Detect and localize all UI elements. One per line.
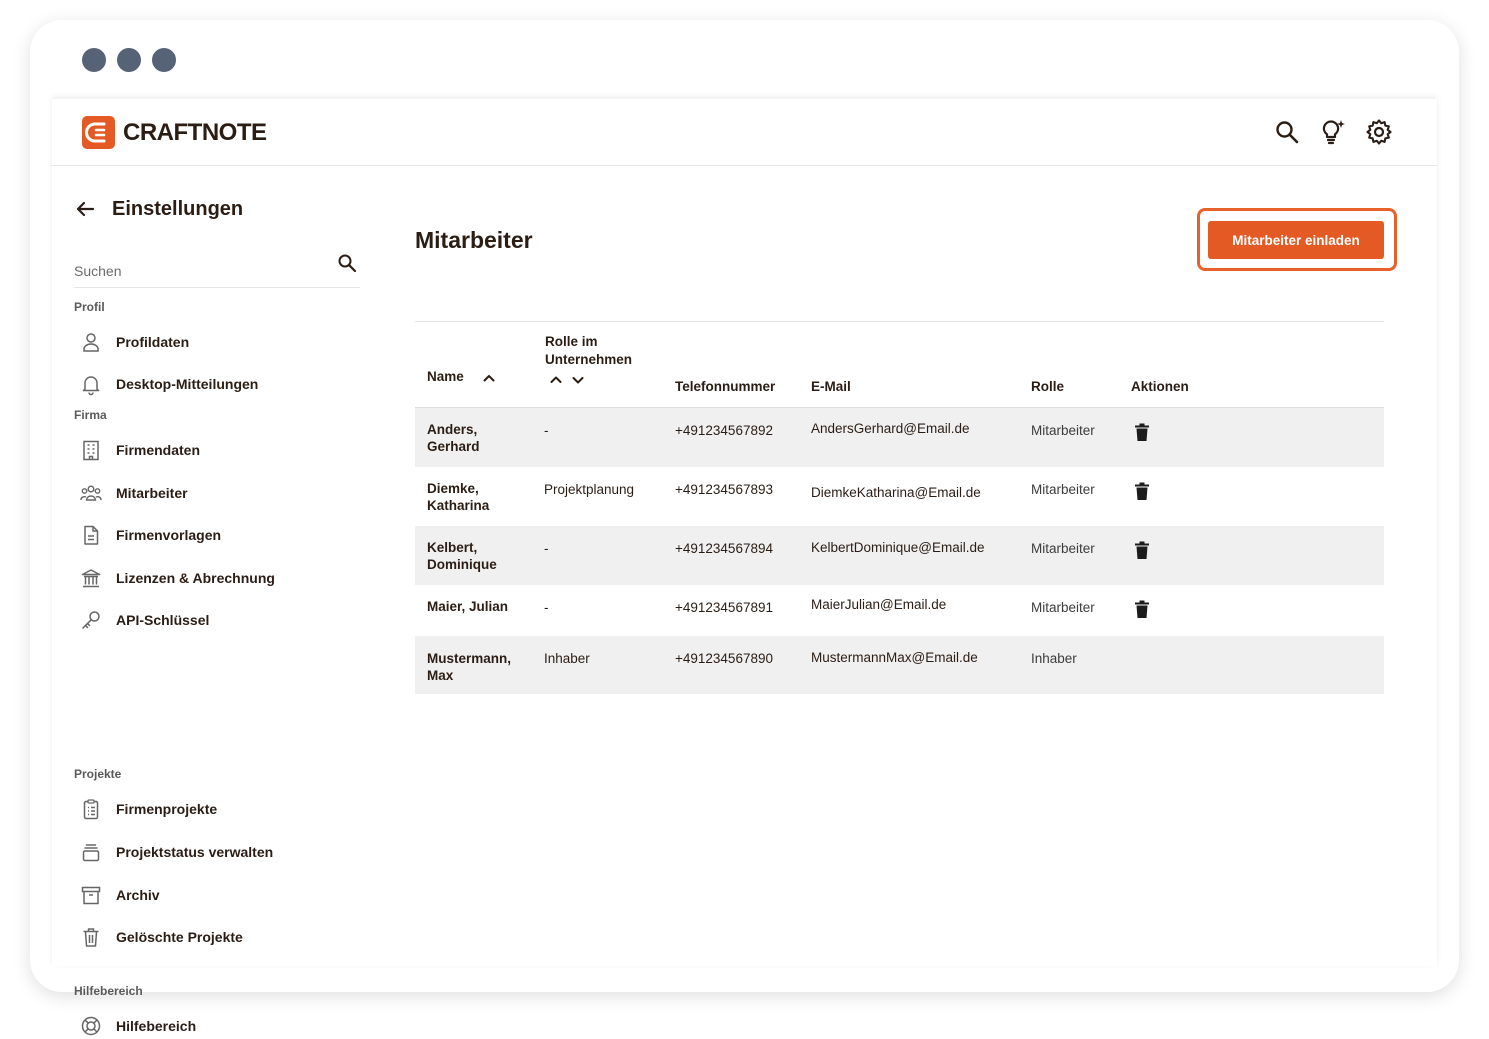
sort-down-icon[interactable] bbox=[571, 373, 585, 387]
table-header bbox=[415, 322, 1384, 408]
app-frame bbox=[52, 99, 1437, 1034]
column-header-email[interactable]: E-Mail bbox=[811, 379, 851, 394]
sidebar-item-label: Archiv bbox=[116, 887, 160, 903]
role: Mitarbeiter bbox=[1031, 423, 1095, 438]
employee-lastname: Diemke, bbox=[427, 481, 479, 496]
window-dot-icon[interactable] bbox=[152, 48, 176, 72]
invite-employee-button[interactable]: Mitarbeiter einladen bbox=[1208, 221, 1384, 259]
sidebar-item-firmendaten[interactable] bbox=[80, 437, 200, 463]
employee-firstname: Gerhard bbox=[427, 439, 480, 454]
phone-number: +491234567892 bbox=[675, 423, 773, 438]
clipboard-icon bbox=[80, 798, 102, 820]
sidebar-item-label: Mitarbeiter bbox=[116, 485, 188, 501]
archive-box-icon bbox=[80, 884, 102, 906]
sort-ascending-icon[interactable] bbox=[482, 371, 496, 385]
logo[interactable] bbox=[82, 116, 266, 149]
sidebar-item-label: Firmenprojekte bbox=[116, 801, 218, 817]
column-header-name[interactable]: Name bbox=[427, 369, 464, 384]
sidebar-item-label: Firmendaten bbox=[116, 442, 201, 458]
table-row[interactable] bbox=[415, 467, 1384, 526]
employee-name bbox=[427, 598, 547, 615]
employee-firstname: Dominique bbox=[427, 557, 497, 572]
table-row[interactable] bbox=[415, 636, 1384, 694]
craftnote-logo-icon bbox=[82, 116, 115, 149]
company-role: - bbox=[544, 423, 549, 438]
sidebar-item-firmenprojekte[interactable] bbox=[80, 796, 217, 822]
delete-trash-icon[interactable] bbox=[1133, 599, 1151, 619]
sidebar-item-label: Lizenzen & Abrechnung bbox=[116, 570, 275, 586]
bank-icon bbox=[80, 567, 102, 589]
stack-icon bbox=[80, 841, 102, 863]
employee-name bbox=[427, 539, 527, 573]
employee-lastname: Anders, bbox=[427, 422, 478, 437]
gear-icon[interactable] bbox=[1365, 118, 1393, 146]
column-header-aktionen: Aktionen bbox=[1131, 379, 1189, 394]
phone-number: +491234567893 bbox=[675, 482, 773, 497]
sidebar-item-label: API-Schlüssel bbox=[116, 612, 210, 628]
window-dot-icon[interactable] bbox=[117, 48, 141, 72]
sidebar-item-label: Firmenvorlagen bbox=[116, 527, 222, 543]
employee-name bbox=[427, 650, 547, 684]
phone-number: +491234567890 bbox=[675, 651, 773, 666]
sidebar-item-desktop-mitteilungen[interactable] bbox=[80, 371, 258, 397]
employee-lastname: Maier, Julian bbox=[427, 599, 509, 614]
column-header-telefon[interactable]: Telefonnummer bbox=[675, 379, 776, 394]
lightbulb-sparkle-icon[interactable] bbox=[1319, 118, 1347, 146]
sort-up-icon[interactable] bbox=[549, 373, 563, 387]
email-address: MustermannMax@Email.de bbox=[811, 650, 978, 665]
email-address: KelbertDominique@Email.de bbox=[811, 540, 985, 555]
sidebar-item-mitarbeiter[interactable] bbox=[80, 480, 188, 506]
sidebar-search bbox=[74, 258, 360, 288]
lifebuoy-icon bbox=[80, 1015, 102, 1037]
team-icon bbox=[80, 482, 102, 504]
phone-number: +491234567891 bbox=[675, 600, 773, 615]
section-label-profil: Profil bbox=[74, 300, 105, 314]
employee-firstname: Katharina bbox=[427, 498, 490, 513]
top-bar bbox=[52, 99, 1437, 166]
sidebar-item-label: Projektstatus verwalten bbox=[116, 844, 274, 860]
column-header-unternehmen[interactable]: Unternehmen bbox=[545, 352, 633, 367]
role: Mitarbeiter bbox=[1031, 541, 1095, 556]
search-icon[interactable] bbox=[336, 252, 358, 274]
sidebar-item-label: Gelöschte Projekte bbox=[116, 929, 243, 945]
document-icon bbox=[80, 524, 102, 546]
email-address: AndersGerhard@Email.de bbox=[811, 421, 970, 436]
sidebar-item-label: Profildaten bbox=[116, 334, 190, 350]
trash-outline-icon bbox=[80, 926, 102, 948]
sort-toggle bbox=[549, 373, 585, 387]
employee-lastname: Mustermann, bbox=[427, 651, 512, 666]
sidebar-item-archiv[interactable] bbox=[80, 882, 160, 908]
sidebar-item-label: Hilfebereich bbox=[116, 1018, 197, 1034]
user-icon bbox=[80, 331, 102, 353]
employees-table bbox=[415, 321, 1384, 694]
sidebar-item-hilfebereich[interactable] bbox=[80, 1013, 196, 1039]
sidebar-item-lizenzen[interactable] bbox=[80, 565, 275, 591]
window-controls bbox=[82, 48, 176, 72]
company-role: - bbox=[544, 541, 549, 556]
phone-number: +491234567894 bbox=[675, 541, 773, 556]
bell-icon bbox=[80, 373, 102, 395]
search-icon[interactable] bbox=[1273, 118, 1301, 146]
sidebar-item-profildaten[interactable] bbox=[80, 329, 189, 355]
sidebar-item-label: Desktop-Mitteilungen bbox=[116, 376, 259, 392]
header-actions bbox=[1273, 118, 1393, 146]
role: Mitarbeiter bbox=[1031, 482, 1095, 497]
section-label-hilfebereich: Hilfebereich bbox=[74, 984, 143, 998]
back-row bbox=[74, 194, 364, 224]
delete-trash-icon[interactable] bbox=[1133, 481, 1151, 501]
key-icon bbox=[80, 609, 102, 631]
sidebar-title: Einstellungen bbox=[112, 197, 244, 220]
section-label-firma: Firma bbox=[74, 408, 107, 422]
role: Inhaber bbox=[1031, 651, 1077, 666]
company-role: Projektplanung bbox=[544, 482, 635, 497]
table-row[interactable] bbox=[415, 526, 1384, 585]
window-dot-icon[interactable] bbox=[82, 48, 106, 72]
sidebar-item-geloeschte-projekte[interactable] bbox=[80, 924, 243, 950]
settings-sidebar bbox=[74, 194, 364, 1034]
column-header-rolle-im[interactable]: Rolle im bbox=[545, 334, 598, 349]
company-role: - bbox=[544, 600, 549, 615]
column-header-rolle[interactable]: Rolle bbox=[1031, 379, 1065, 394]
table-row[interactable] bbox=[415, 585, 1384, 636]
company-role: Inhaber bbox=[544, 651, 590, 666]
email-address: DiemkeKatharina@Email.de bbox=[811, 485, 981, 500]
email-address: MaierJulian@Email.de bbox=[811, 597, 947, 612]
building-icon bbox=[80, 439, 102, 461]
table-row[interactable] bbox=[415, 408, 1384, 467]
employee-name bbox=[427, 421, 527, 455]
search-input[interactable] bbox=[74, 258, 314, 284]
sidebar-item-firmenvorlagen[interactable] bbox=[80, 522, 221, 548]
page-title: Mitarbeiter bbox=[415, 227, 533, 253]
employee-lastname: Kelbert, bbox=[427, 540, 478, 555]
sidebar-item-api-schluessel[interactable] bbox=[80, 607, 209, 633]
delete-trash-icon[interactable] bbox=[1133, 422, 1151, 442]
delete-trash-icon[interactable] bbox=[1133, 540, 1151, 560]
brand-name: CRAFTNOTE bbox=[123, 118, 267, 146]
sidebar-item-projektstatus[interactable] bbox=[80, 839, 273, 865]
role: Mitarbeiter bbox=[1031, 600, 1095, 615]
employee-name bbox=[427, 480, 527, 514]
arrow-left-icon[interactable] bbox=[74, 198, 96, 220]
section-label-projekte: Projekte bbox=[74, 767, 122, 781]
employee-firstname: Max bbox=[427, 668, 454, 683]
